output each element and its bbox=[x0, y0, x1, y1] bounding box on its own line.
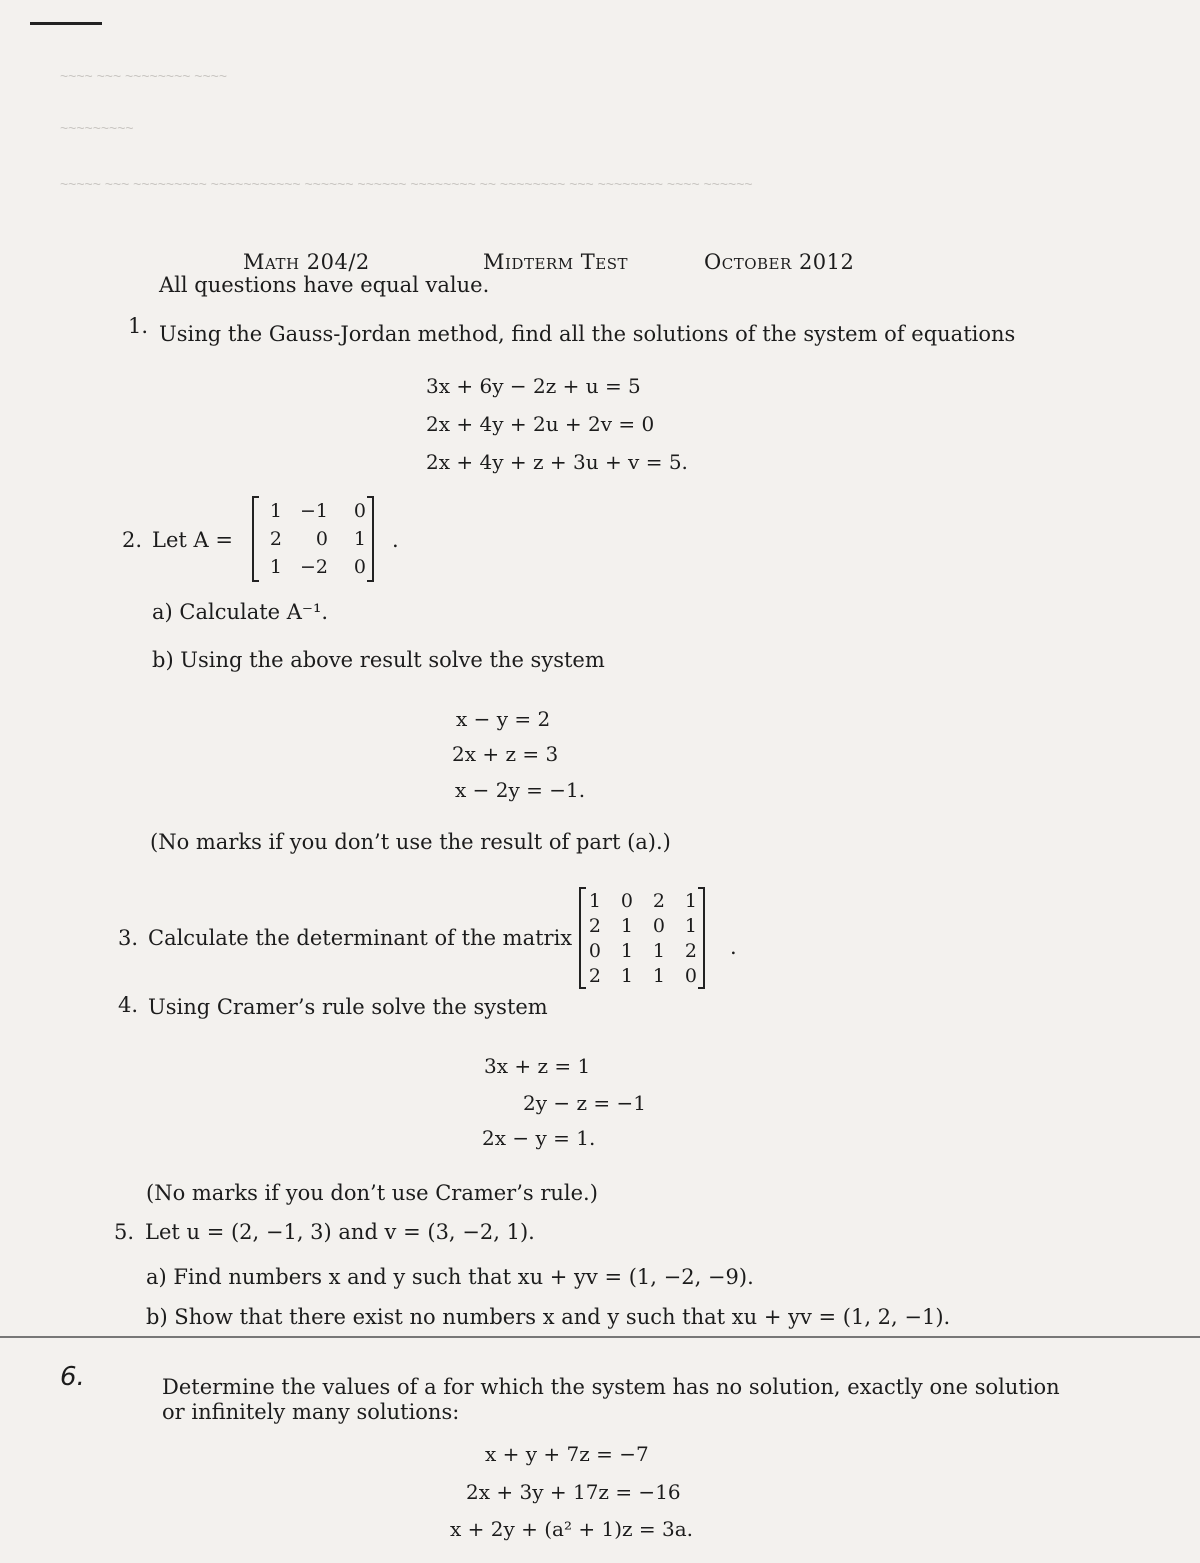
q2-number: 2. bbox=[122, 528, 143, 552]
matrix-cell: 2 bbox=[684, 939, 697, 962]
bleed-through: ~~~~~~~~~ bbox=[60, 120, 134, 136]
matrix-cell: 0 bbox=[652, 914, 665, 937]
matrix-cell: 1 bbox=[652, 939, 665, 962]
q6-line2: or infinitely many solutions: bbox=[162, 1400, 460, 1424]
q5-number: 5. bbox=[114, 1220, 135, 1244]
q4-eq3: 2x − y = 1. bbox=[482, 1126, 596, 1150]
matrix-cell: −2 bbox=[299, 556, 328, 578]
test-title: Midterm Test bbox=[483, 250, 628, 274]
test-date: October 2012 bbox=[704, 250, 855, 274]
q1-number: 1. bbox=[128, 314, 149, 338]
matrix-row bbox=[587, 913, 697, 938]
q3-text: Calculate the determinant of the matrix bbox=[148, 926, 573, 950]
separator-line bbox=[0, 1336, 1200, 1338]
q6-eq1: x + y + 7z = −7 bbox=[485, 1442, 649, 1466]
q2-eq3: x − 2y = −1. bbox=[455, 778, 586, 802]
matrix-cell: 0 bbox=[620, 889, 633, 912]
matrix-cell: 1 bbox=[652, 964, 665, 987]
q6-eq3: x + 2y + (a² + 1)z = 3a. bbox=[450, 1517, 694, 1541]
q2-part-a: a) Calculate A⁻¹. bbox=[152, 600, 329, 624]
matrix-row bbox=[260, 553, 366, 581]
matrix-cell: 0 bbox=[684, 964, 697, 987]
matrix-row bbox=[260, 525, 366, 553]
matrix-period: . bbox=[392, 528, 399, 552]
matrix-cell: 0 bbox=[353, 500, 366, 522]
q3-number: 3. bbox=[118, 926, 139, 950]
q1-eq1: 3x + 6y − 2z + u = 5 bbox=[426, 374, 641, 398]
q2-eq1: x − y = 2 bbox=[456, 707, 551, 731]
q2-note: (No marks if you don’t use the result of part (a).) bbox=[150, 830, 671, 854]
matrix-cell: 2 bbox=[652, 889, 665, 912]
course-title: Math 204/2 bbox=[243, 250, 370, 274]
matrix-row bbox=[587, 888, 697, 913]
q6-eq2: 2x + 3y + 17z = −16 bbox=[466, 1480, 681, 1504]
matrix-cell: 1 bbox=[620, 939, 633, 962]
matrix-row bbox=[587, 963, 697, 988]
matrix-cell: 1 bbox=[684, 889, 697, 912]
matrix-cell: 1 bbox=[353, 528, 366, 550]
q2-eq2: 2x + z = 3 bbox=[452, 742, 559, 766]
q6-handwritten-number: 6. bbox=[60, 1362, 85, 1392]
q5-part-a: a) Find numbers x and y such that xu + yv = (1, −2, −9). bbox=[146, 1265, 754, 1289]
matrix-cell: 0 bbox=[353, 556, 366, 578]
matrix-row bbox=[587, 938, 697, 963]
matrix-cell: 2 bbox=[588, 964, 601, 987]
matrix-cell: 1 bbox=[620, 964, 633, 987]
intro-text: All questions have equal value. bbox=[159, 273, 490, 297]
q1-eq3: 2x + 4y + z + 3u + v = 5. bbox=[426, 450, 688, 474]
q4-eq1: 3x + z = 1 bbox=[484, 1054, 591, 1078]
top-corner-mark bbox=[30, 22, 102, 25]
matrix-cell: 1 bbox=[620, 914, 633, 937]
bleed-through: ~~~~ ~~~ ~~~~~~~~ ~~~~ bbox=[60, 68, 228, 84]
matrix-cell: 1 bbox=[588, 889, 601, 912]
q4-note: (No marks if you don’t use Cramer’s rule.) bbox=[146, 1181, 598, 1205]
q2-part-b: b) Using the above result solve the system bbox=[152, 648, 605, 672]
matrix-cell: 0 bbox=[315, 528, 328, 550]
q1-text: Using the Gauss-Jordan method, find all the solutions of the system of equations bbox=[159, 322, 1016, 346]
matrix-period: . bbox=[730, 935, 737, 959]
matrix-cell: 1 bbox=[684, 914, 697, 937]
matrix-a bbox=[252, 497, 374, 581]
q4-eq2: 2y − z = −1 bbox=[523, 1091, 646, 1115]
matrix-row bbox=[260, 497, 366, 525]
q5-text: Let u = (2, −1, 3) and v = (3, −2, 1). bbox=[145, 1220, 535, 1244]
q2-let: Let A = bbox=[152, 528, 233, 552]
matrix-cell: 1 bbox=[269, 556, 282, 578]
matrix-cell: 0 bbox=[588, 939, 601, 962]
q1-eq2: 2x + 4y + 2u + 2v = 0 bbox=[426, 412, 655, 436]
q4-text: Using Cramer’s rule solve the system bbox=[148, 995, 548, 1019]
determinant-matrix bbox=[579, 888, 705, 988]
q5-part-b: b) Show that there exist no numbers x and y such that xu + yv = (1, 2, −1). bbox=[146, 1305, 951, 1329]
matrix-cell: 2 bbox=[269, 528, 282, 550]
matrix-cell: 1 bbox=[269, 500, 282, 522]
matrix-cell: −1 bbox=[299, 500, 328, 522]
matrix-cell: 2 bbox=[588, 914, 601, 937]
bleed-through: ~~~~~ ~~~ ~~~~~~~~~ ~~~~~~~~~~~ ~~~~~~ ~~~~~~ ~~~~~~~~ ~~ ~~~~~~~~ ~~~ ~~~~~~~~ ~~~~ ~~~~~~ bbox=[60, 176, 753, 192]
q4-number: 4. bbox=[118, 993, 139, 1017]
q6-line1: Determine the values of a for which the system has no solution, exactly one solution bbox=[162, 1375, 1060, 1399]
